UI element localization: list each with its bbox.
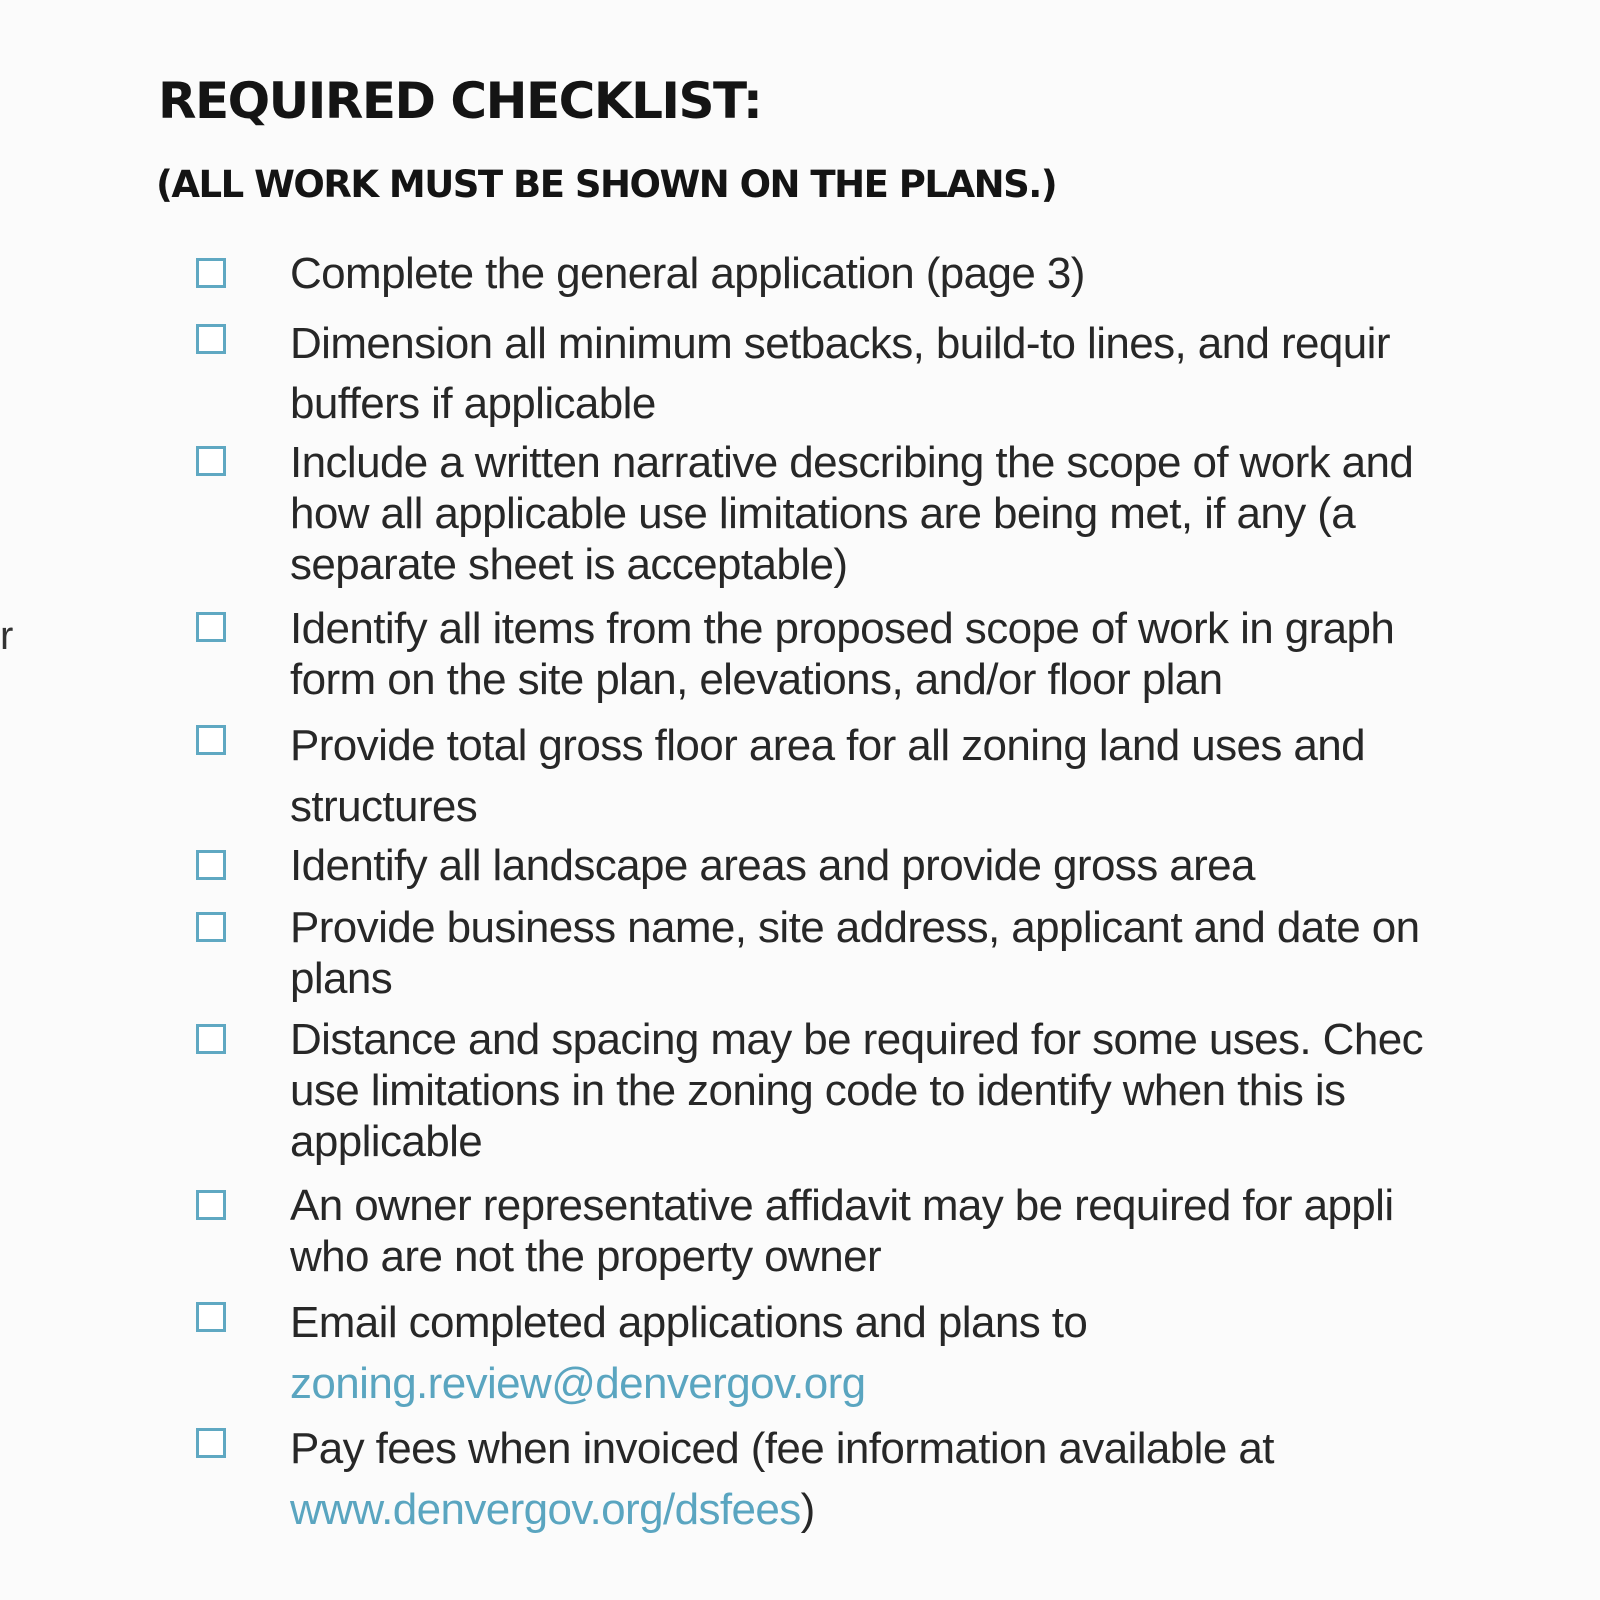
item-text: [290, 248, 1085, 300]
checkbox[interactable]: [196, 612, 226, 642]
checkbox[interactable]: [196, 912, 226, 942]
email-link[interactable]: zoning.review@denvergov.org: [290, 1359, 866, 1408]
item-text: [290, 715, 1365, 837]
checkbox[interactable]: [196, 1024, 226, 1054]
checkbox[interactable]: [196, 1302, 226, 1332]
item-line: Complete the general application (page 3): [290, 249, 1085, 298]
item-text: [290, 314, 1390, 434]
checkbox[interactable]: [196, 725, 226, 755]
item-line: who are not the property owner: [290, 1232, 882, 1281]
checkbox[interactable]: [196, 1428, 226, 1458]
item-line: Identify all landscape areas and provide gross area: [290, 841, 1255, 890]
item-text: [290, 1014, 1423, 1167]
checkbox[interactable]: [196, 324, 226, 354]
item-line: Provide business name, site address, applicant and date on: [290, 903, 1420, 952]
checklist-title: REQUIRED CHECKLIST:: [158, 72, 762, 130]
item-line: form on the site plan, elevations, and/or floor plan: [290, 655, 1223, 704]
checkbox[interactable]: [196, 446, 226, 476]
checklist-subtitle: (ALL WORK MUST BE SHOWN ON THE PLANS.): [156, 163, 1057, 206]
item-line: [290, 1353, 1087, 1414]
item-line: use limitations in the zoning code to identify when this is: [290, 1066, 1346, 1115]
item-text: [290, 437, 1413, 590]
item-text: [290, 603, 1394, 705]
item-text: [290, 840, 1255, 892]
item-line: Identify all items from the proposed scope of work in graph: [290, 604, 1395, 653]
item-line: Dimension all minimum setbacks, build-to lines, and requir: [290, 319, 1390, 368]
item-text: [290, 902, 1419, 1004]
item-line: Include a written narrative describing the scope of work and: [290, 438, 1414, 487]
item-line: plans: [290, 954, 393, 1003]
fees-link[interactable]: www.denvergov.org/dsfees: [290, 1485, 801, 1534]
item-line: Pay fees when invoiced (fee information available at: [290, 1424, 1274, 1473]
item-line: applicable: [290, 1117, 483, 1166]
item-line: An owner representative affidavit may be required for appli: [290, 1181, 1394, 1230]
checkbox[interactable]: [196, 1190, 226, 1220]
item-text: [290, 1180, 1394, 1282]
item-text: [290, 1292, 1087, 1414]
checkbox[interactable]: [196, 258, 226, 288]
checkbox[interactable]: [196, 850, 226, 880]
item-line: how all applicable use limitations are being met, if any (a: [290, 489, 1356, 538]
item-line: buffers if applicable: [290, 379, 656, 428]
item-line: structures: [290, 782, 478, 831]
item-line: Provide total gross floor area for all zoning land uses and: [290, 721, 1366, 770]
item-text: [290, 1418, 1274, 1540]
margin-text-fragment: r: [0, 614, 14, 658]
item-line: [290, 1479, 1274, 1540]
item-line: separate sheet is acceptable): [290, 540, 848, 589]
item-line: Distance and spacing may be required for some uses. Chec: [290, 1015, 1424, 1064]
closing-paren: ): [800, 1485, 815, 1534]
item-line: Email completed applications and plans to: [290, 1298, 1088, 1347]
